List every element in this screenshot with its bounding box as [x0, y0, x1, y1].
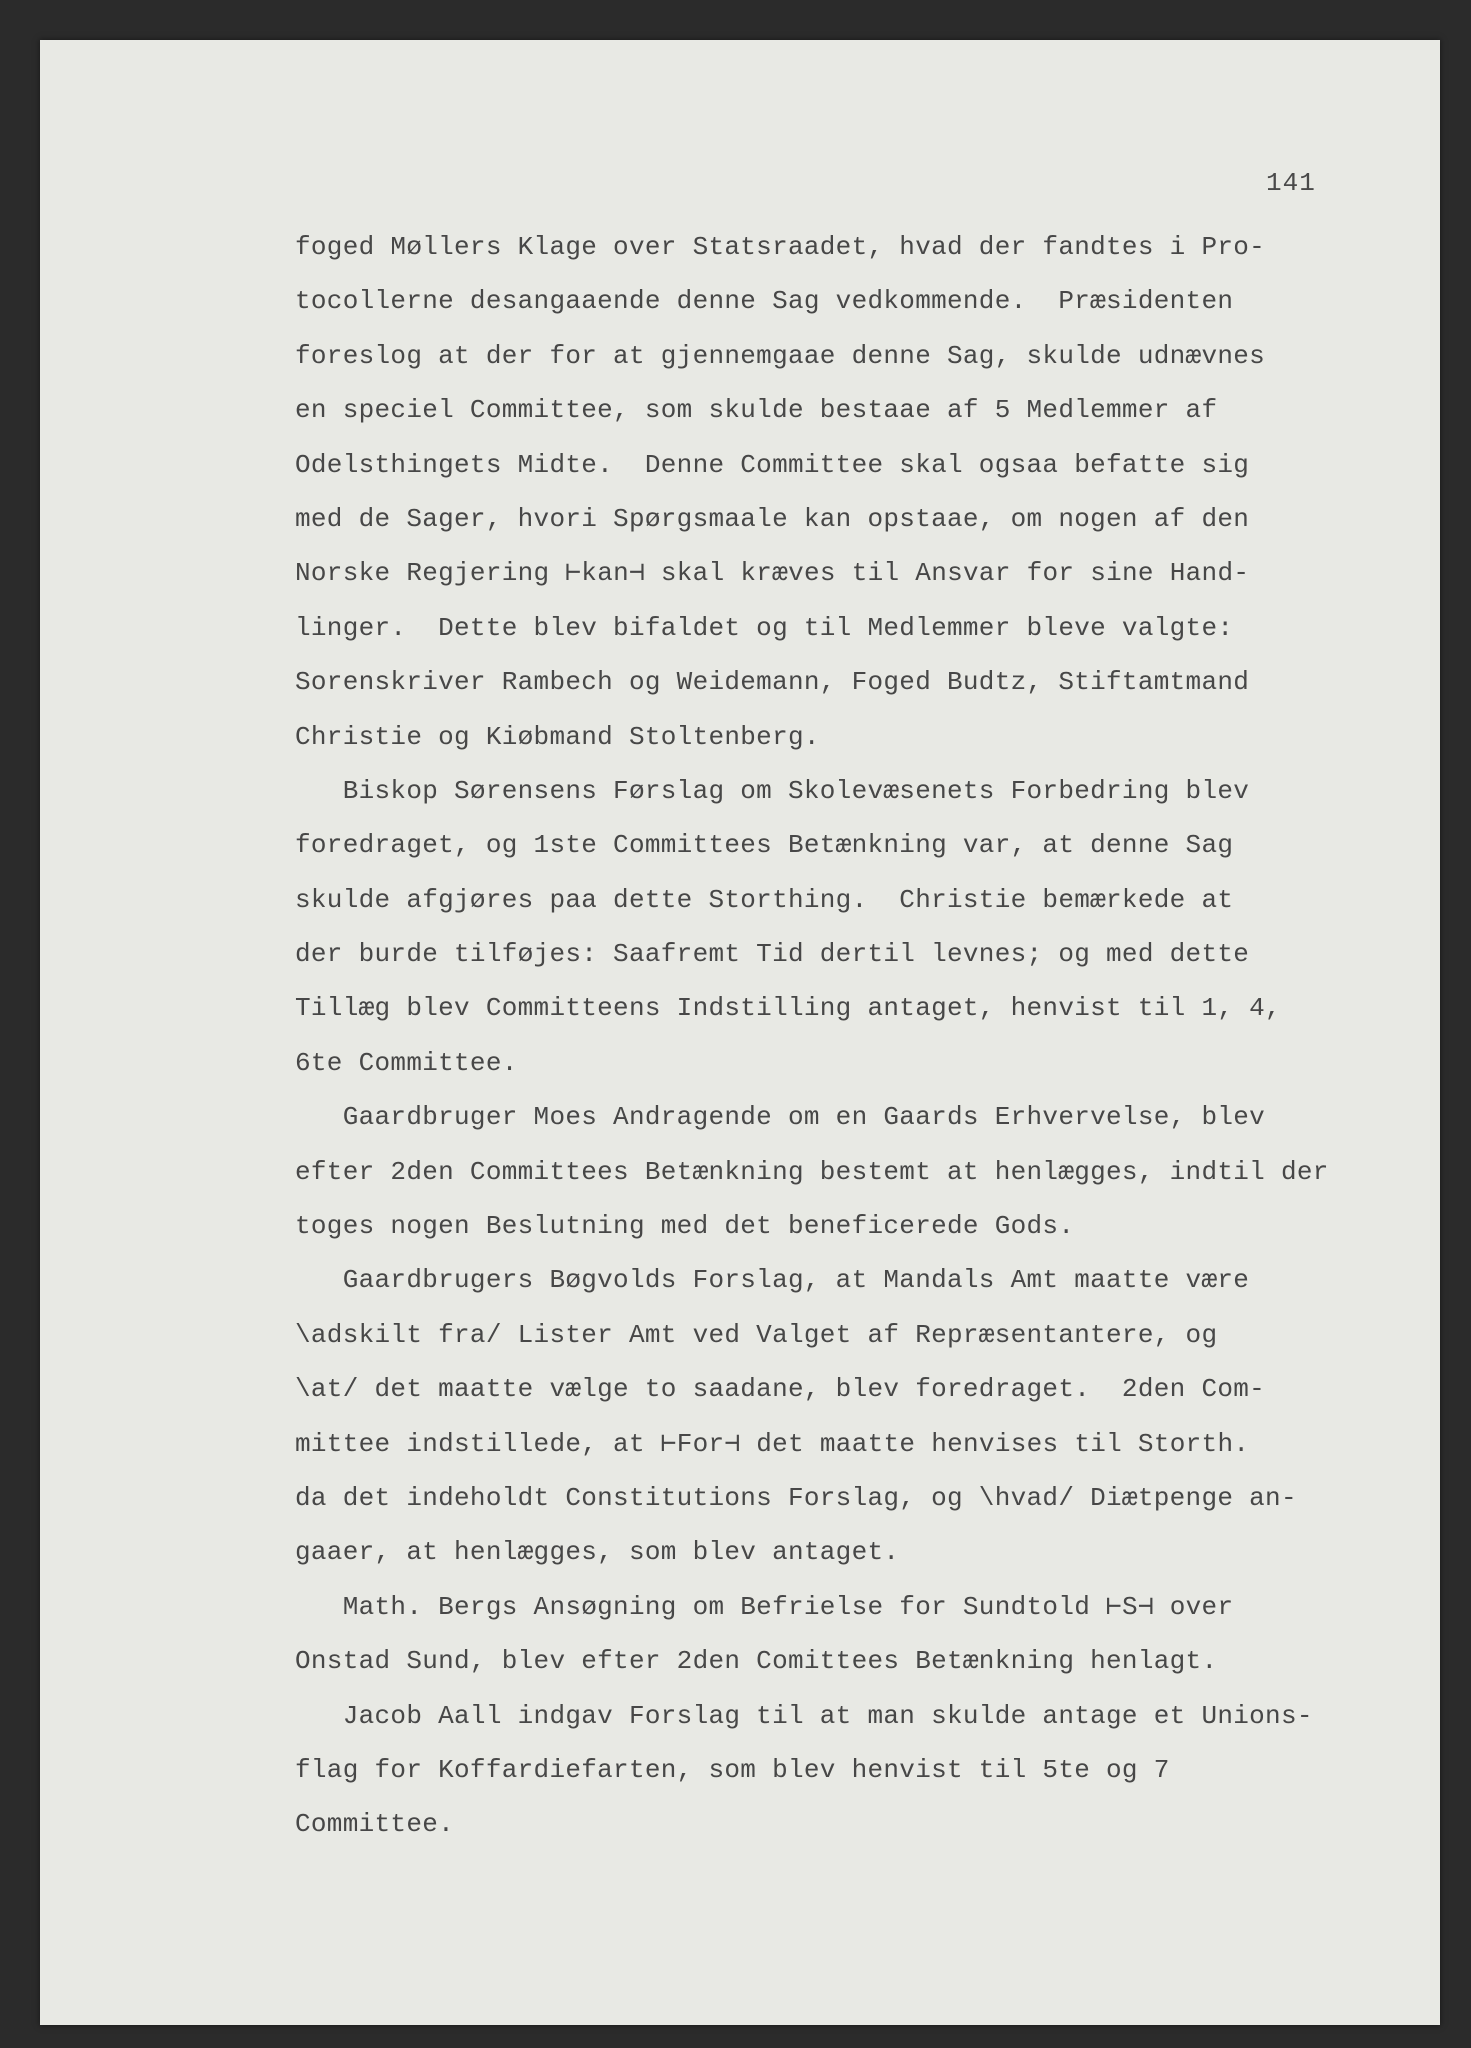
text-line: Sorenskriver Rambech og Weidemann, Foged Budtz, Stiftamtmand — [295, 667, 1250, 698]
text-line: foredraget, og 1ste Committees Betænkning var, at denne Sag — [295, 830, 1234, 861]
text-line: Onstad Sund, blev efter 2den Comittees Betænkning henlagt. — [295, 1646, 1218, 1677]
text-line: med de Sager, hvori Spørgsmaale kan opstaae, om nogen af den — [295, 503, 1250, 534]
text-line: Norske Regjering ⊢kan⊣ skal kræves til Ansvar for sine Hand- — [295, 558, 1250, 589]
page-number: 141 — [1266, 168, 1316, 198]
text-line: da det indeholdt Constitutions Forslag, og \hvad/ Diætpenge an- — [295, 1482, 1297, 1513]
text-line: foreslog at der for at gjennemgaae denne Sag, skulde udnævnes — [295, 340, 1266, 371]
text-line: efter 2den Committees Betænkning bestemt at henlægges, indtil der — [295, 1156, 1329, 1187]
document-page — [40, 40, 1440, 2025]
text-line: Tillæg blev Committeens Indstilling antaget, henvist til 1, 4, — [295, 993, 1281, 1024]
text-line: Gaardbrugers Bøgvolds Forslag, at Mandals Amt maatte være — [295, 1265, 1250, 1296]
text-line: en speciel Committee, som skulde bestaae af 5 Medlemmer af — [295, 395, 1218, 426]
text-line: \adskilt fra/ Lister Amt ved Valget af Repræsentantere, og — [295, 1319, 1218, 1350]
text-line: der burde tilføjes: Saafremt Tid dertil levnes; og med dette — [295, 939, 1250, 970]
text-line: Biskop Sørensens Førslag om Skolevæsenets Forbedring blev — [295, 775, 1250, 806]
text-line: flag for Koffardiefarten, som blev henvist til 5te og 7 — [295, 1754, 1170, 1785]
text-line: Odelsthingets Midte. Denne Committee skal ogsaa befatte sig — [295, 449, 1250, 480]
text-line: Jacob Aall indgav Forslag til at man skulde antage et Unions- — [295, 1700, 1313, 1731]
text-line: \at/ det maatte vælge to saadane, blev foredraget. 2den Com- — [295, 1374, 1266, 1405]
typed-text-body — [295, 220, 1425, 1852]
text-line: 6te Committee. — [295, 1047, 518, 1078]
text-line: Math. Bergs Ansøgning om Befrielse for Sundtold ⊢S⊣ over — [295, 1591, 1234, 1622]
text-line: skulde afgjøres paa dette Storthing. Christie bemærkede at — [295, 884, 1234, 915]
text-line: Christie og Kiøbmand Stoltenberg. — [295, 721, 820, 752]
text-line: Gaardbruger Moes Andragende om en Gaards Erhvervelse, blev — [295, 1102, 1266, 1133]
text-line: mittee indstillede, at ⊢For⊣ det maatte henvises til Storth. — [295, 1428, 1250, 1459]
text-line: linger. Dette blev bifaldet og til Medlemmer bleve valgte: — [295, 612, 1234, 643]
text-line: foged Møllers Klage over Statsraadet, hvad der fandtes i Pro- — [295, 232, 1266, 262]
text-line: Committee. — [295, 1809, 455, 1840]
text-line: toges nogen Beslutning med det beneficerede Gods. — [295, 1211, 1075, 1242]
text-line: tocollerne desangaaende denne Sag vedkommende. Præsidenten — [295, 286, 1234, 317]
text-line: gaaer, at henlægges, som blev antaget. — [295, 1537, 900, 1568]
